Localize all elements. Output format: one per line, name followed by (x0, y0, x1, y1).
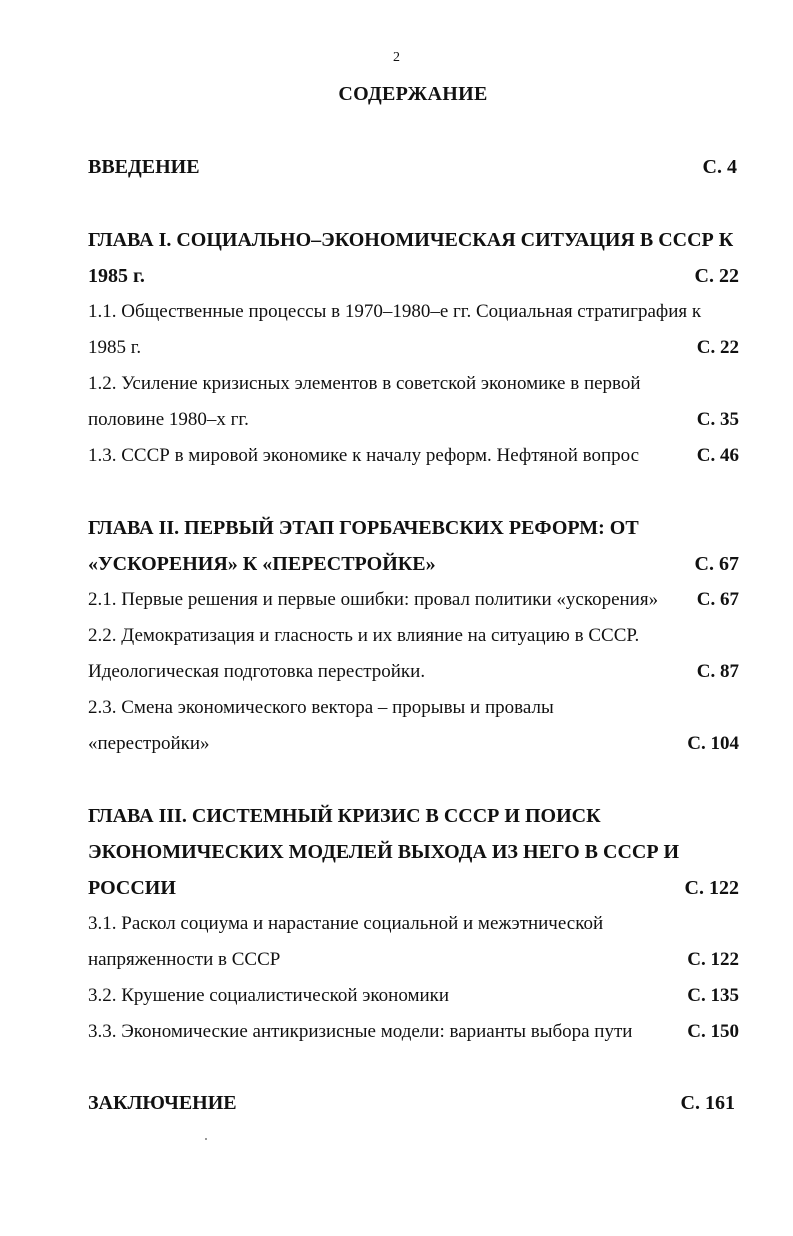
chapter-1-heading (88, 225, 739, 255)
section-2-2 (88, 621, 739, 651)
section-1-2 (88, 369, 739, 399)
chapter-heading-line: ЭКОНОМИЧЕСКИХ МОДЕЛЕЙ ВЫХОДА ИЗ НЕГО В СССР И (88, 841, 680, 863)
toc-entry-page: С. 22 (694, 265, 739, 287)
section-title-line: 1.2. Усиление кризисных элементов в советской экономике в первой (88, 373, 641, 394)
toc-entry-label: ВВЕДЕНИЕ (88, 156, 200, 178)
toc-entry-page: С. 67 (696, 589, 739, 610)
toc-entry-label: ЗАКЛЮЧЕНИЕ (88, 1092, 237, 1114)
section-title-line: 3.2. Крушение социалистической экономики (88, 985, 450, 1006)
section-1-1 (88, 297, 739, 327)
section-2-3 (88, 693, 739, 723)
section-2-3-end (88, 729, 739, 759)
chapter-heading-line: ГЛАВА II. ПЕРВЫЙ ЭТАП ГОРБАЧЕВСКИХ РЕФОРМ: ОТ (88, 517, 639, 539)
page-number: 2 (393, 50, 400, 65)
section-1-1-end (88, 333, 739, 363)
toc-entry-page: С. 46 (696, 445, 739, 466)
chapter-3-heading (88, 801, 739, 831)
scan-speck (205, 1138, 207, 1140)
toc-entry-page: С. 87 (696, 661, 739, 682)
section-3-2 (88, 981, 739, 1011)
toc-entry-intro (88, 152, 739, 182)
chapter-2-heading-end (88, 549, 739, 579)
section-title-line: напряженности в СССР (88, 949, 281, 970)
chapter-2-heading (88, 513, 739, 543)
page-title: СОДЕРЖАНИЕ (338, 83, 488, 105)
toc-entry-page: С. 104 (687, 733, 739, 754)
toc-entry-conclusion (88, 1088, 739, 1118)
section-3-1-end (88, 945, 739, 975)
section-title-line: 1.1. Общественные процессы в 1970–1980–е гг. Социальная стратиграфия к (88, 301, 702, 322)
section-title-line: 2.3. Смена экономического вектора – прорывы и провалы (88, 697, 554, 718)
section-title-line: 2.1. Первые решения и первые ошибки: провал политики «ускорения» (88, 589, 659, 610)
toc-entry-page: С. 122 (684, 877, 739, 899)
toc-entry-page: С. 67 (694, 553, 739, 575)
chapter-3-heading-cont (88, 837, 739, 867)
toc-entry-page: С. 35 (696, 409, 739, 430)
toc-entry-page: С. 122 (687, 949, 739, 970)
section-title-line: половине 1980–х гг. (88, 409, 249, 430)
section-2-1 (88, 585, 739, 615)
section-title-line: 2.2. Демократизация и гласность и их влияние на ситуацию в СССР. (88, 625, 640, 646)
section-title-line: «перестройки» (88, 733, 210, 754)
section-title-line: 1985 г. (88, 337, 142, 358)
section-2-2-end (88, 657, 739, 687)
toc-entry-page: С. 135 (687, 985, 739, 1006)
chapter-heading-line: 1985 г. (88, 265, 145, 287)
toc-entry-page: С. 150 (687, 1021, 739, 1042)
section-title-line: 1.3. СССР в мировой экономике к началу реформ. Нефтяной вопрос (88, 445, 640, 466)
chapter-1-heading-end (88, 261, 739, 291)
chapter-heading-line: ГЛАВА I. СОЦИАЛЬНО–ЭКОНОМИЧЕСКАЯ СИТУАЦИЯ В СССР К (88, 229, 734, 251)
section-1-3 (88, 441, 739, 471)
section-title-line: Идеологическая подготовка перестройки. (88, 661, 426, 682)
section-title-line: 3.3. Экономические антикризисные модели: варианты выбора пути (88, 1021, 633, 1042)
toc-entry-page: С. 4 (702, 156, 737, 178)
section-title-line: 3.1. Раскол социума и нарастание социальной и межэтнической (88, 913, 604, 934)
chapter-heading-line: «УСКОРЕНИЯ» К «ПЕРЕСТРОЙКЕ» (88, 553, 436, 575)
toc-entry-page: С. 22 (696, 337, 739, 358)
section-3-3 (88, 1017, 739, 1047)
chapter-heading-line: ГЛАВА III. СИСТЕМНЫЙ КРИЗИС В СССР И ПОИСК (88, 805, 601, 827)
section-3-1 (88, 909, 739, 939)
chapter-3-heading-end (88, 873, 739, 903)
toc-entry-page: С. 161 (680, 1092, 735, 1114)
section-1-2-end (88, 405, 739, 435)
chapter-heading-line: РОССИИ (88, 877, 176, 899)
